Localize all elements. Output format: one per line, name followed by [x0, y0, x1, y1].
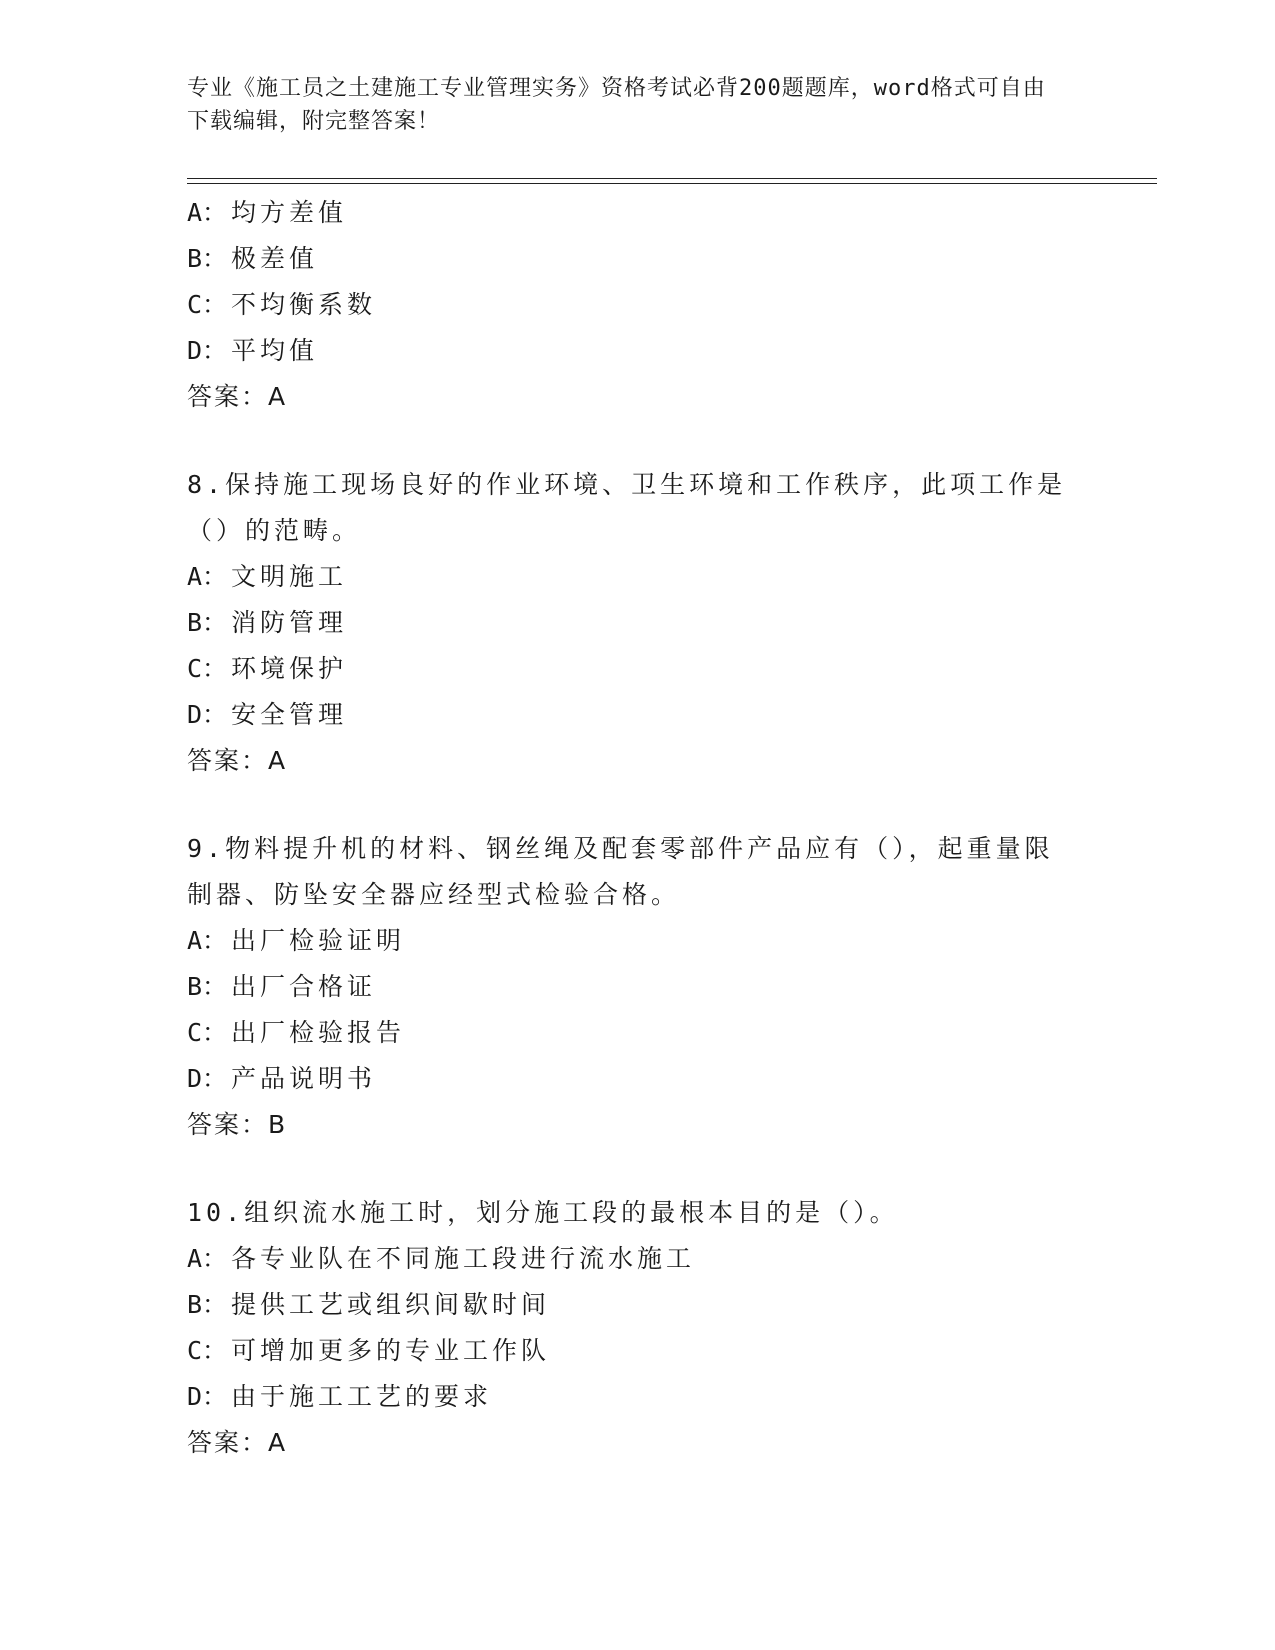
question-stem: 8.保持施工现场良好的作业环境、卫生环境和工作秩序，此项工作是（）的范畴。	[187, 470, 1067, 545]
option-text: 各专业队在不同施工段进行流水施工	[231, 1244, 696, 1273]
option-c	[187, 282, 1087, 328]
option-key: B：	[187, 608, 228, 637]
option-key: A：	[187, 198, 228, 227]
option-key: B：	[187, 244, 228, 273]
answer-line: 答案：A	[187, 1428, 288, 1457]
document-header: 专业《施工员之土建施工专业管理实务》资格考试必背200题题库，word格式可自由下载编辑，附完整答案！	[187, 76, 1046, 134]
option-key: C：	[187, 1336, 228, 1365]
option-text: 产品说明书	[231, 1064, 377, 1093]
option-key: B：	[187, 972, 228, 1001]
option-text: 极差值	[231, 244, 319, 273]
option-b	[187, 236, 1087, 282]
option-key: C：	[187, 1018, 228, 1047]
question-stem: 9.物料提升机的材料、钢丝绳及配套零部件产品应有（），起重量限制器、防坠安全器应经型式检验合格。	[187, 834, 1054, 909]
option-b	[187, 600, 1087, 646]
option-text: 均方差值	[231, 198, 348, 227]
option-text: 文明施工	[231, 562, 348, 591]
option-text: 消防管理	[231, 608, 348, 637]
option-text: 出厂合格证	[231, 972, 377, 1001]
question-9	[187, 826, 1087, 1148]
option-c	[187, 1328, 1087, 1374]
question-list	[187, 190, 1087, 1466]
option-key: A：	[187, 926, 228, 955]
option-text: 提供工艺或组织间歇时间	[231, 1290, 551, 1319]
answer-line: 答案：A	[187, 382, 288, 411]
option-key: B：	[187, 1290, 228, 1319]
option-b	[187, 1282, 1087, 1328]
option-text: 出厂检验证明	[231, 926, 406, 955]
option-key: A：	[187, 1244, 228, 1273]
question-10	[187, 1190, 1087, 1466]
option-text: 不均衡系数	[231, 290, 377, 319]
answer-line: 答案：A	[187, 746, 288, 775]
option-key: C：	[187, 290, 228, 319]
option-c	[187, 1010, 1087, 1056]
option-key: D：	[187, 700, 228, 729]
option-text: 由于施工工艺的要求	[231, 1382, 493, 1411]
option-text: 可增加更多的专业工作队	[231, 1336, 551, 1365]
option-a	[187, 1236, 1087, 1282]
option-key: D：	[187, 336, 228, 365]
option-text: 出厂检验报告	[231, 1018, 406, 1047]
option-key: A：	[187, 562, 228, 591]
option-d	[187, 1056, 1087, 1102]
option-text: 环境保护	[231, 654, 348, 683]
option-a	[187, 190, 1087, 236]
option-c	[187, 646, 1087, 692]
option-text: 安全管理	[231, 700, 348, 729]
option-text: 平均值	[231, 336, 319, 365]
question-stem: 10.组织流水施工时，划分施工段的最根本目的是（）。	[187, 1198, 899, 1227]
option-key: C：	[187, 654, 228, 683]
option-key: D：	[187, 1382, 228, 1411]
header-rule-bottom	[187, 183, 1157, 184]
option-d	[187, 1374, 1087, 1420]
header-rule-top	[187, 178, 1157, 179]
option-a	[187, 554, 1087, 600]
option-d	[187, 328, 1087, 374]
option-b	[187, 964, 1087, 1010]
option-d	[187, 692, 1087, 738]
option-a	[187, 918, 1087, 964]
option-key: D：	[187, 1064, 228, 1093]
answer-line: 答案：B	[187, 1110, 288, 1139]
question-8	[187, 462, 1087, 784]
question-7	[187, 190, 1087, 420]
